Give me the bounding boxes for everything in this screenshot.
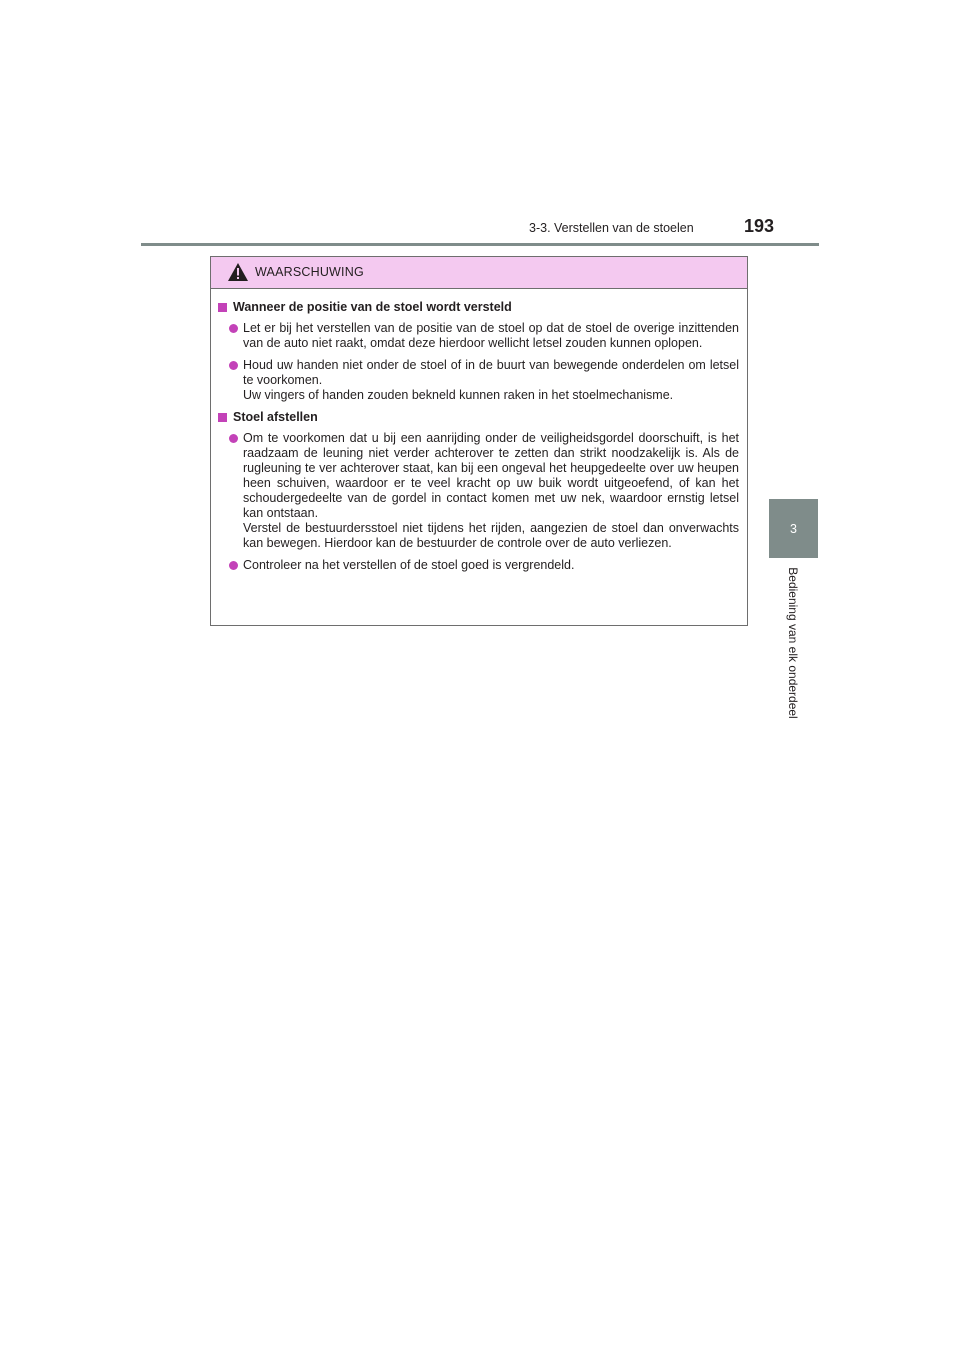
warning-header (211, 257, 747, 289)
paragraph: Uw vingers of handen zouden bekneld kunnen raken in het stoelmechanisme. (243, 388, 674, 402)
warning-box (210, 256, 748, 626)
warning-triangle-icon (227, 262, 249, 282)
header-rule (141, 243, 819, 246)
section-heading (218, 300, 739, 315)
warning-body (211, 289, 747, 573)
paragraph: Verstel de bestuurdersstoel niet tijdens het rijden, aangezien de stoel dan onverwachts kan bewegen. Hierdoor kan de bestuurder de controle over de auto verliezen. (243, 521, 739, 550)
circle-bullet-icon (229, 361, 238, 370)
list-item (229, 558, 739, 573)
circle-bullet-icon (229, 561, 238, 570)
list-item (229, 358, 739, 403)
list-item (229, 431, 739, 551)
paragraph: Om te voorkomen dat u bij een aanrijding onder de veiligheidsgordel doorschuift, is het raadzaam de leuning niet verder achterover te zetten dan strikt noodzakelijk is. Als de rugleuning te ver achterover staat, kan bij een ongeval het heupgedeelte over uw heupen heen schuiven, waardoor er te veel kracht op uw buik wordt uitgeoefend, of kan het schoudergedeelte van de gordel in contact komen met uw nek, waardoor ernstig letsel kan ontstaan. (243, 431, 739, 520)
paragraph: Controleer na het verstellen of de stoel goed is vergrendeld. (243, 558, 575, 572)
list-item-text (243, 558, 739, 573)
list-item (229, 321, 739, 351)
list-item-text (243, 358, 739, 403)
warning-title: WAARSCHUWING (255, 265, 364, 279)
section-heading-text: Stoel afstellen (233, 410, 318, 424)
list-item-text (243, 431, 739, 551)
paragraph: Let er bij het verstellen van de positie van de stoel op dat de stoel de overige inzittenden van de auto niet raakt, omdat deze hierdoor wellicht letsel zouden kunnen oplopen. (243, 321, 739, 350)
section-title: 3-3. Verstellen van de stoelen (529, 221, 694, 235)
circle-bullet-icon (229, 324, 238, 333)
chapter-tab (769, 499, 818, 558)
square-bullet-icon (218, 303, 227, 312)
circle-bullet-icon (229, 434, 238, 443)
chapter-label: Bediening van elk onderdeel (786, 567, 800, 719)
list-item-text (243, 321, 739, 351)
page-number: 193 (744, 216, 775, 236)
paragraph: Houd uw handen niet onder de stoel of in de buurt van bewegende onderdelen om letsel te voorkomen. (243, 358, 739, 387)
section-heading-text: Wanneer de positie van de stoel wordt versteld (233, 300, 512, 314)
section-heading (218, 410, 739, 425)
chapter-number: 3 (790, 521, 797, 536)
square-bullet-icon (218, 413, 227, 422)
